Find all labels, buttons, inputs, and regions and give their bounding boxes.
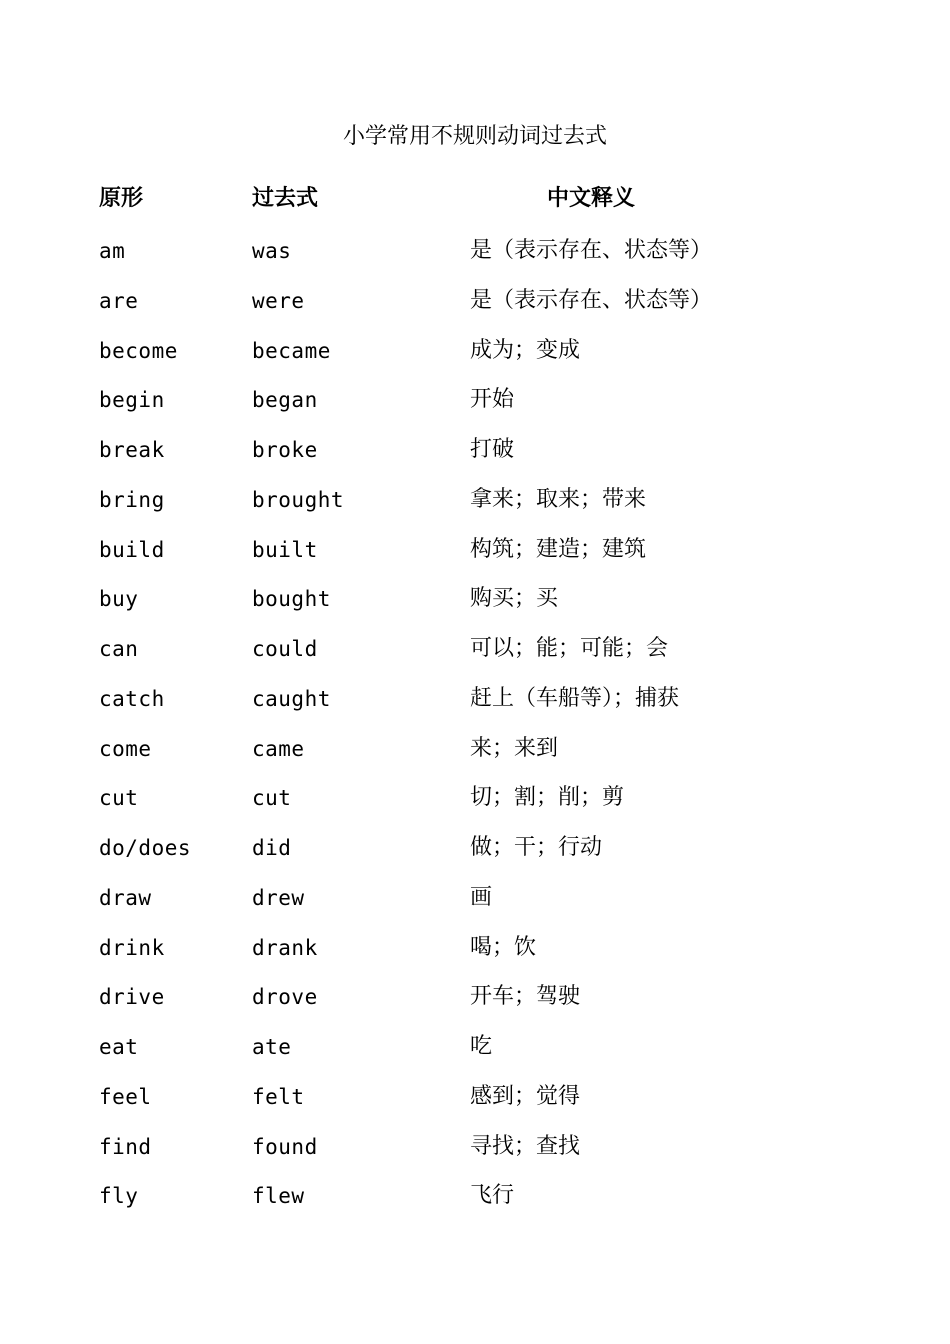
meaning-cell: 寻找；查找 — [470, 1133, 581, 1159]
base-form-cell: drive — [99, 985, 165, 1010]
table-row — [99, 582, 859, 632]
meaning-cell: 做；干；行动 — [470, 835, 603, 860]
table-row — [99, 831, 859, 881]
base-form-cell: bring — [99, 487, 165, 512]
base-form-cell: do/does — [99, 836, 192, 860]
meaning-cell: 来；来到 — [470, 735, 559, 761]
past-tense-cell: could — [252, 637, 318, 661]
table-row — [99, 234, 859, 284]
past-tense-cell: drove — [252, 985, 318, 1010]
base-form-cell: come — [99, 736, 152, 761]
meaning-cell: 是（表示存在、状态等） — [470, 287, 713, 313]
table-row — [99, 632, 859, 682]
table-row — [99, 732, 859, 782]
base-form-cell: become — [99, 338, 178, 363]
table-row — [99, 931, 859, 981]
base-form-cell: am — [99, 239, 126, 263]
meaning-cell: 赶上（车船等）；捕获 — [470, 685, 680, 711]
table-row — [99, 1030, 859, 1080]
base-form-cell: buy — [99, 587, 139, 612]
past-tense-cell: was — [252, 239, 292, 263]
table-body — [99, 234, 859, 1229]
past-tense-cell: drew — [252, 885, 305, 910]
table-row — [99, 383, 859, 433]
past-tense-cell: bought — [252, 587, 331, 612]
past-tense-cell: ate — [252, 1035, 292, 1059]
base-form-cell: cut — [99, 786, 139, 811]
table-row — [99, 1130, 859, 1180]
table-row — [99, 533, 859, 583]
page-title: 小学常用不规则动词过去式 — [342, 124, 607, 149]
meaning-cell: 画 — [470, 884, 493, 910]
meaning-cell: 切；割；削；剪 — [470, 785, 625, 811]
past-tense-cell: caught — [252, 686, 331, 711]
base-form-cell: break — [99, 438, 165, 462]
verb-table — [99, 182, 859, 1229]
past-tense-cell: felt — [252, 1084, 305, 1109]
past-tense-cell: began — [252, 388, 318, 413]
meaning-cell: 感到；觉得 — [470, 1083, 581, 1109]
meaning-cell: 开车；驾驶 — [470, 984, 581, 1010]
base-form-cell: catch — [99, 686, 165, 711]
meaning-cell: 飞行 — [470, 1183, 515, 1209]
table-row — [99, 682, 859, 732]
base-form-cell: eat — [99, 1035, 139, 1059]
past-tense-cell: came — [252, 736, 305, 761]
table-row — [99, 433, 859, 483]
table-row — [99, 781, 859, 831]
meaning-cell: 吃 — [470, 1034, 493, 1059]
past-tense-cell: did — [252, 836, 292, 860]
table-row — [99, 334, 859, 384]
base-form-cell: are — [99, 288, 139, 313]
past-tense-cell: drank — [252, 935, 318, 960]
past-tense-cell: broke — [252, 438, 318, 462]
header-base-form: 原形 — [99, 186, 144, 211]
header-past-tense: 过去式 — [252, 186, 319, 211]
base-form-cell: can — [99, 637, 139, 661]
base-form-cell: find — [99, 1134, 152, 1159]
past-tense-cell: brought — [252, 487, 345, 512]
base-form-cell: drink — [99, 935, 165, 960]
meaning-cell: 购买；买 — [470, 586, 559, 612]
meaning-cell: 构筑；建造；建筑 — [470, 536, 647, 562]
meaning-cell: 拿来；取来；带来 — [470, 486, 647, 512]
meaning-cell: 是（表示存在、状态等） — [470, 238, 713, 263]
past-tense-cell: flew — [252, 1184, 305, 1209]
table-header — [99, 182, 859, 234]
past-tense-cell: cut — [252, 786, 292, 811]
table-row — [99, 1179, 859, 1229]
table-row — [99, 881, 859, 931]
past-tense-cell: became — [252, 338, 331, 363]
base-form-cell: build — [99, 537, 165, 562]
base-form-cell: fly — [99, 1184, 139, 1209]
base-form-cell: feel — [99, 1084, 152, 1109]
past-tense-cell: were — [252, 288, 305, 313]
meaning-cell: 喝；饮 — [470, 934, 537, 960]
table-row — [99, 284, 859, 334]
past-tense-cell: found — [252, 1134, 318, 1159]
meaning-cell: 成为；变成 — [470, 337, 581, 363]
meaning-cell: 开始 — [470, 387, 515, 413]
table-row — [99, 980, 859, 1030]
base-form-cell: draw — [99, 885, 152, 910]
table-row — [99, 1080, 859, 1130]
meaning-cell: 打破 — [470, 437, 515, 462]
base-form-cell: begin — [99, 388, 165, 413]
header-chinese-meaning: 中文释义 — [547, 186, 636, 211]
table-row — [99, 483, 859, 533]
past-tense-cell: built — [252, 537, 318, 562]
meaning-cell: 可以；能；可能；会 — [470, 636, 669, 661]
